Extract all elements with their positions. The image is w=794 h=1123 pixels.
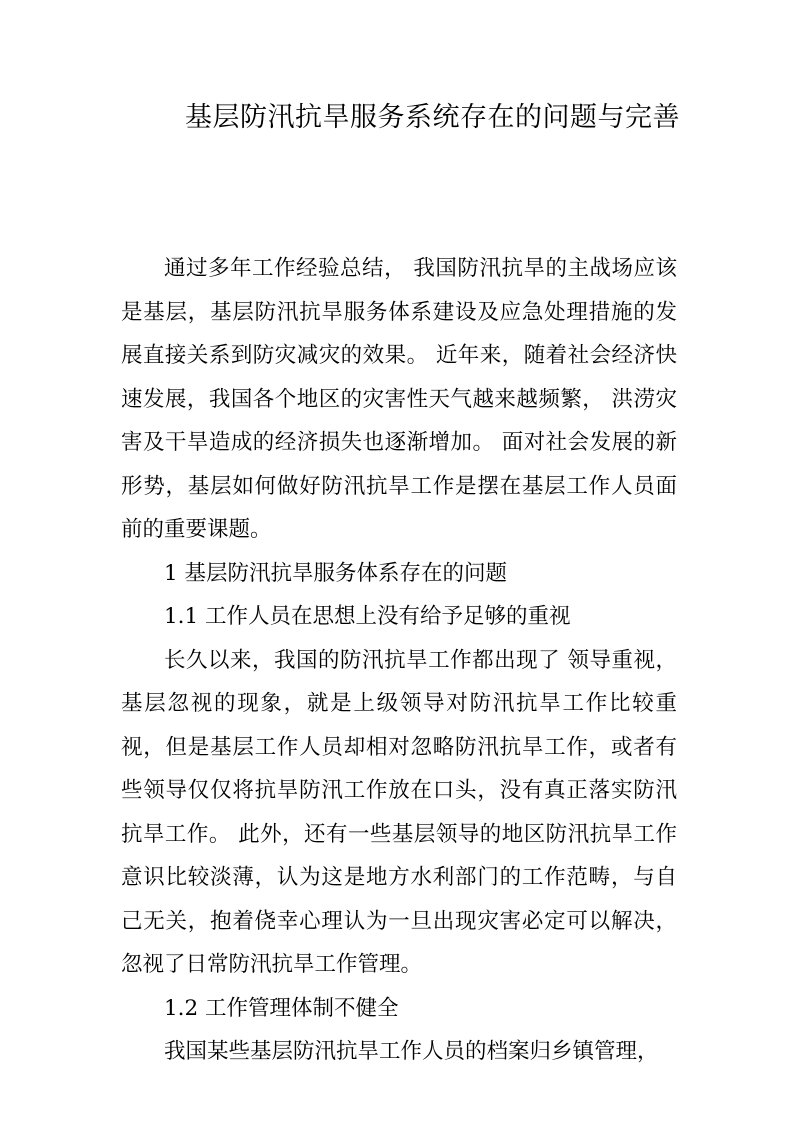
- section-heading-1: 1 基层防汛抗旱服务体系存在的问题: [164, 560, 508, 586]
- document-body: [121, 247, 677, 1074]
- section-heading-1-2: 1.2 工作管理体制不健全: [164, 995, 399, 1021]
- paragraph-intro: 通过多年工作经验总结， 我国防汛抗旱的主战场应该是基层，基层防汛抗旱服务体系建设及应急处理措施的发展直接关系到防灾减灾的效果。 近年来，随着社会经济快速发展，我国各个地区的灾害性天气越来越频繁， 洪涝灾害及干旱造成的经济损失也逐渐增加。 面对社会发展的新形势，基层如何做好防汛抗旱工作是摆在基层工作人员面前的重要课题。: [121, 256, 677, 542]
- document-title: 基层防汛抗旱服务系统存在的问题与完善: [185, 102, 680, 133]
- paragraph-1-2: 我国某些基层防汛抗旱工作人员的档案归乡镇管理，: [164, 1039, 659, 1064]
- section-heading-1-1: 1.1 工作人员在思想上没有给予足够的重视: [164, 604, 571, 629]
- paragraph-1-1: 长久以来，我国的防汛抗旱工作都出现了 领导重视，基层忽视的现象，就是上级领导对防汛抗旱工作比较重视，但是基层工作人员却相对忽略防汛抗旱工作，或者有些领导仅仅将抗旱防汛工作放在口头，没有真正落实防汛抗旱工作。 此外，还有一些基层领导的地区防汛抗旱工作意识比较淡薄，认为这是地方水利部门的工作范畴，与自己无关，抱着侥幸心理认为一旦出现灾害必定可以解决，忽视了日常防汛抗旱工作管理。: [121, 647, 677, 977]
